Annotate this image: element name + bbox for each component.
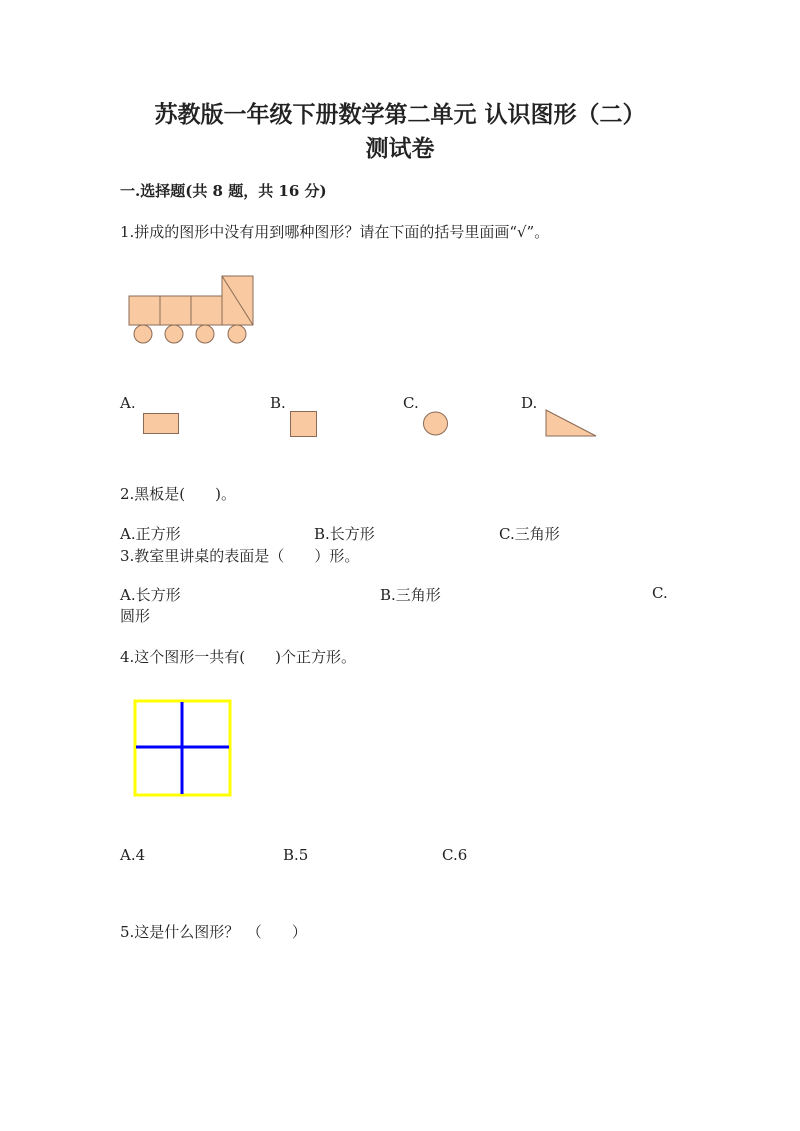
q3-option-c-continued: 圆形 — [120, 607, 151, 625]
train-figure — [126, 274, 258, 346]
q3-option-a[interactable]: A.长方形 — [120, 586, 181, 604]
q1-option-b-square[interactable] — [290, 411, 318, 437]
train-wheel-3 — [196, 325, 214, 343]
train-wheel-1 — [134, 325, 152, 343]
q2-option-c[interactable]: C.三角形 — [499, 525, 560, 543]
train-rect-3 — [191, 296, 222, 325]
train-rect-2 — [160, 296, 191, 325]
question-2-stem: 2.黑板是( )。 — [120, 485, 237, 503]
q2-option-b[interactable]: B.长方形 — [314, 525, 375, 543]
square-grid-figure — [133, 699, 233, 799]
q3-option-c[interactable]: C. — [652, 584, 668, 602]
q1-option-c-circle[interactable] — [423, 411, 449, 437]
question-5-stem: 5.这是什么图形？ （ ） — [120, 923, 307, 941]
q4-option-a[interactable]: A.4 — [120, 846, 146, 864]
q1-option-d-triangle[interactable] — [545, 409, 599, 439]
q1-option-a-label: A. — [120, 394, 136, 412]
q4-option-b[interactable]: B.5 — [283, 846, 309, 864]
q3-option-b[interactable]: B.三角形 — [380, 586, 441, 604]
question-3-stem: 3.教室里讲桌的表面是（ ）形。 — [120, 547, 360, 565]
question-4-stem: 4.这个图形一共有( )个正方形。 — [120, 648, 357, 666]
q1-option-d-label: D. — [521, 394, 538, 412]
q2-option-a[interactable]: A.正方形 — [120, 525, 181, 543]
q1-option-c-label: C. — [403, 394, 419, 412]
question-1-stem: 1.拼成的图形中没有用到哪种图形？请在下面的括号里面画“√”。 — [120, 223, 550, 241]
section-heading: 一.选择题(共 8 题，共 16 分) — [120, 182, 327, 200]
q1-option-a-rectangle[interactable] — [143, 413, 179, 435]
q1-option-b-label: B. — [270, 394, 286, 412]
train-rect-1 — [129, 296, 160, 325]
q4-option-c[interactable]: C.6 — [442, 846, 468, 864]
page-subtitle: 测试卷 — [365, 135, 435, 162]
page-title: 苏教版一年级下册数学第二单元 认识图形（二） — [154, 101, 646, 128]
train-wheel-2 — [165, 325, 183, 343]
train-wheel-4 — [228, 325, 246, 343]
